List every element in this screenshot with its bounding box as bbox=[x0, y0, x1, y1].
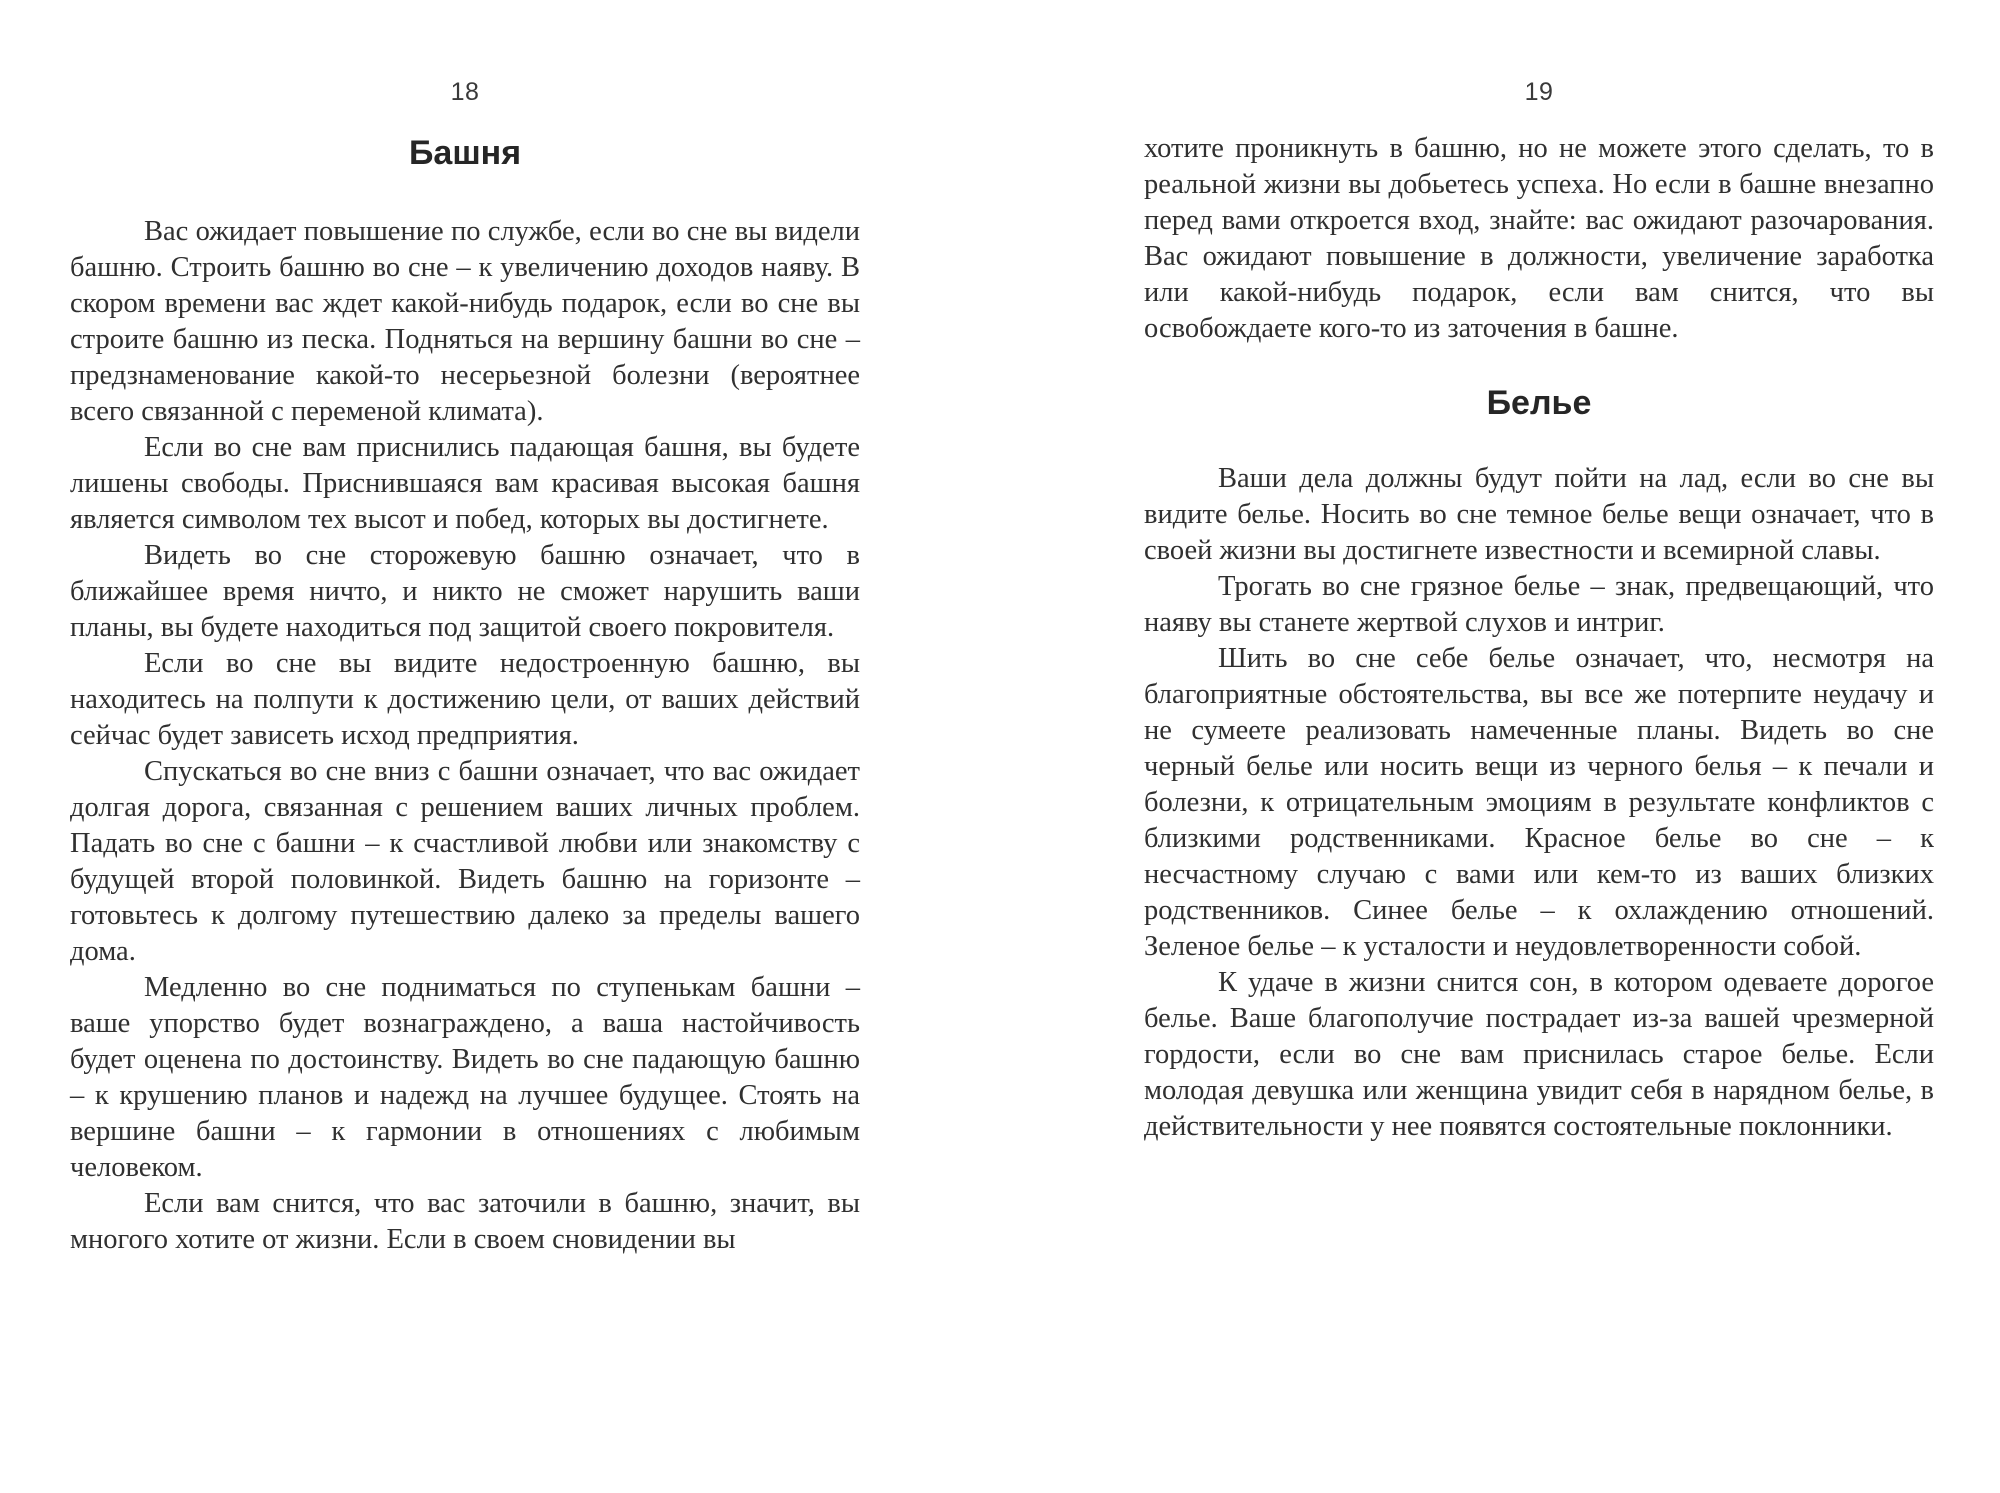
paragraph: К удаче в жизни снится сон, в котором одеваете дорогое белье. Ваше благополучие пострадает из-за вашей чрезмерной гордости, если во сне вам приснилась старое белье. Если молодая девушка или женщина увидит себя в нарядном белье, в действительности у нее появятся состоятельные поклонники. bbox=[1144, 967, 1934, 1142]
paragraph: Трогать во сне грязное белье – знак, предвещающий, что наяву вы станете жертвой слухов и интриг. bbox=[1144, 571, 1934, 638]
section-heading-linen: Белье bbox=[1486, 384, 1592, 422]
right-page bbox=[1144, 0, 1934, 1493]
continuation-paragraph: хотите проникнуть в башню, но не можете этого сделать, то в реальной жизни вы добьетесь успеха. Но если в башне внезапно перед вами откроется вход, знайте: вас ожидают разочарования. Вас ожидают повышение в должности, увеличение заработка или какой-нибудь подарок, если вам снится, что вы освобождаете кого-то из заточения в башне. bbox=[1144, 133, 1934, 344]
paragraph: Видеть во сне сторожевую башню означает, что в ближайшее время ничто, и никто не сможет нарушить ваши планы, вы будете находиться под защитой своего покровителя. bbox=[70, 540, 860, 643]
paragraph: Если во сне вам приснились падающая башня, вы будете лишены свободы. Приснившаяся вам красивая высокая башня является символом тех высот и побед, которых вы достигнете. bbox=[70, 432, 860, 535]
paragraph: Если вам снится, что вас заточили в башню, значит, вы многого хотите от жизни. Если в своем сновидении вы bbox=[70, 1188, 860, 1255]
paragraph: Спускаться во сне вниз с башни означает, что вас ожидает долгая дорога, связанная с решением ваших личных проблем. Падать во сне с башни – к счастливой любви или знакомству с будущей второй половинкой. Видеть башню на горизонте – готовьтесь к долгому путешествию далеко за пределы вашего дома. bbox=[70, 756, 860, 967]
page-number-left: 18 bbox=[450, 78, 480, 106]
left-page-body bbox=[70, 214, 860, 1258]
paragraph: Медленно во сне подниматься по ступенькам башни – ваше упорство будет вознаграждено, а ваша настойчивость будет оценена по достоинству. Видеть во сне падающую башню – к крушению планов и надежд на лучшее будущее. Стоять на вершине башни – к гармонии в отношениях с любимым человеком. bbox=[70, 972, 860, 1183]
right-page-body bbox=[1144, 461, 1934, 1145]
page-number-right: 19 bbox=[1524, 78, 1554, 106]
left-page bbox=[70, 0, 860, 1493]
paragraph: Ваши дела должны будут пойти на лад, если во сне вы видите белье. Носить во сне темное белье вещи означает, что в своей жизни вы достигнете известности и всемирной славы. bbox=[1144, 463, 1934, 566]
paragraph: Вас ожидает повышение по службе, если во сне вы видели башню. Строить башню во сне – к увеличению доходов наяву. В скором времени вас ждет какой-нибудь подарок, если во сне вы строите башню из песка. Подняться на вершину башни во сне – предзнаменование какой-то несерьезной болезни (вероятнее всего связанной с переменой климата). bbox=[70, 216, 860, 427]
section-heading-tower: Башня bbox=[408, 134, 522, 172]
paragraph: Шить во сне себе белье означает, что, несмотря на благоприятные обстоятельства, вы все же потерпите неудачу и не сумеете реализовать намеченные планы. Видеть во сне черный белье или носить вещи из черного белья – к печали и болезни, к отрицательным эмоциям в результате конфликтов с близкими родственниками. Красное белье во сне – к несчастному случаю с вами или кем-то из ваших близких родственников. Синее белье – к охлаждению отношений. Зеленое белье – к усталости и неудовлетворенности собой. bbox=[1144, 643, 1934, 962]
right-page-continuation bbox=[1144, 131, 1934, 347]
paragraph: Если во сне вы видите недостроенную башню, вы находитесь на полпути к достижению цели, от ваших действий сейчас будет зависеть исход предприятия. bbox=[70, 648, 860, 751]
